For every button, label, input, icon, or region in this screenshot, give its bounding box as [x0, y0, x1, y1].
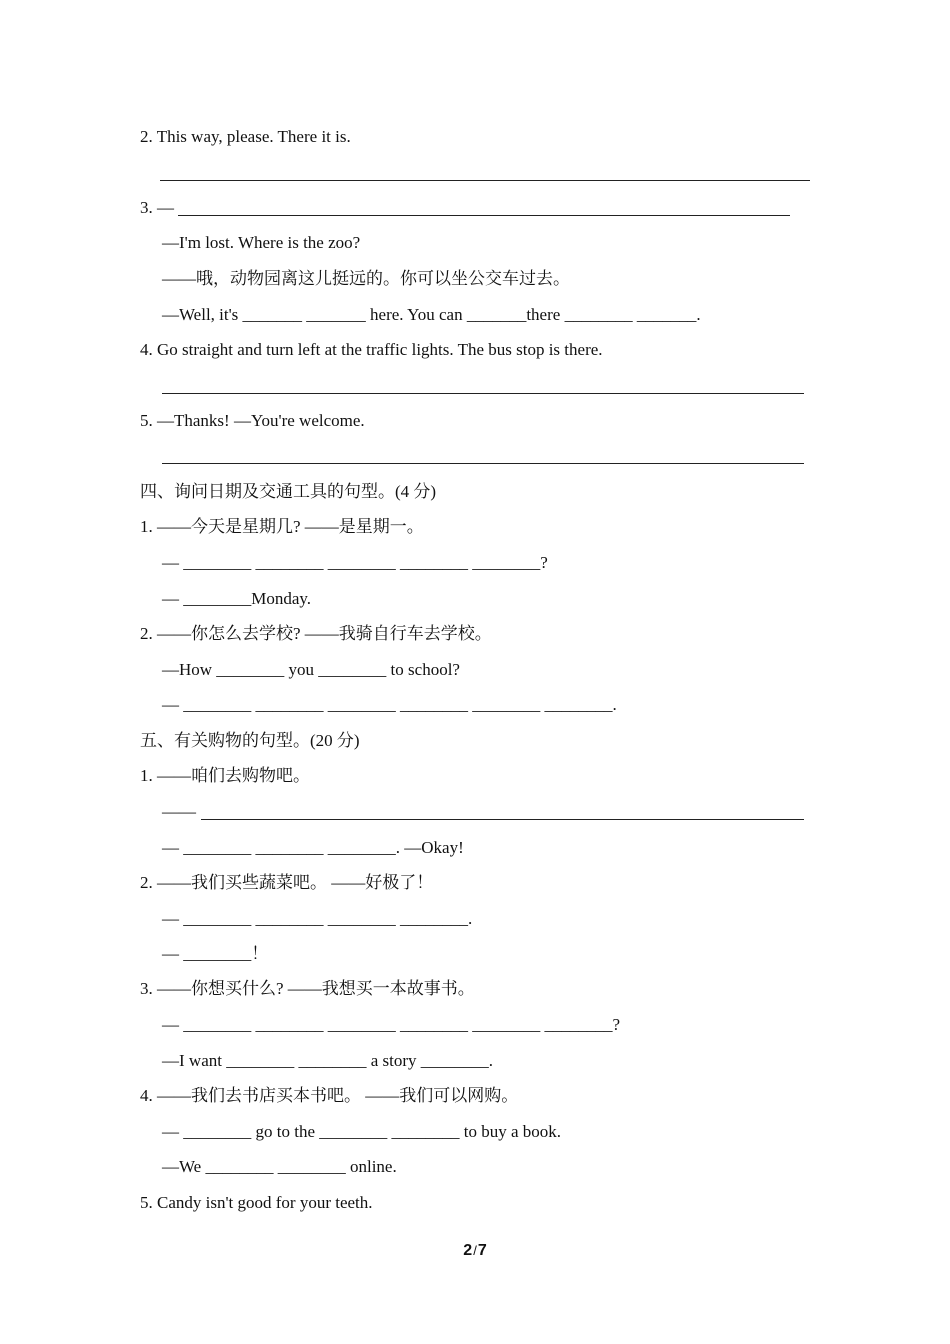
page-total: 7	[477, 1242, 487, 1259]
s5-q1-answer-b[interactable]: — ________ ________ ________. —Okay!	[162, 838, 464, 857]
q4-sentence: 4. Go straight and turn left at the traffic lights. The bus stop is there.	[140, 340, 603, 359]
s5-q4-prompt: 4. ——我们去书店买本书吧。 ——我们可以网购。	[140, 1086, 519, 1105]
page-current: 2	[463, 1242, 473, 1259]
q3-answer-line[interactable]	[178, 215, 790, 216]
q5-answer-line[interactable]	[162, 463, 804, 464]
s4-q1-answer-b[interactable]: — ________Monday.	[162, 589, 312, 608]
q3-line-3[interactable]: —Well, it's _______ _______ here. You can _______there ________ _______.	[162, 305, 701, 324]
q3-line-2: ——哦，动物园离这儿挺远的。你可以坐公交车过去。	[162, 269, 570, 288]
s5-q2-prompt: 2. ——我们买些蔬菜吧。 ——好极了！	[140, 873, 434, 892]
q3-line-1: —I'm lost. Where is the zoo?	[162, 233, 361, 252]
s5-q2-answer-a[interactable]: — ________ ________ ________ ________.	[162, 909, 473, 928]
q2-answer-line[interactable]	[160, 180, 810, 181]
s5-q3-prompt: 3. ——你想买什么? ——我想买一本故事书。	[140, 979, 475, 998]
s5-q4-answer-b[interactable]: —We ________ ________ online.	[162, 1157, 397, 1176]
section-4-heading: 四、询问日期及交通工具的句型。(4 分)	[140, 482, 437, 501]
s4-q1-answer-a[interactable]: — ________ ________ ________ ________ ________?	[162, 553, 548, 572]
s5-q5-prompt: 5. Candy isn't good for your teeth.	[140, 1193, 373, 1212]
q4-answer-line[interactable]	[162, 393, 804, 394]
s4-q2-answer-b[interactable]: — ________ ________ ________ ________ ________ ________.	[162, 695, 617, 714]
s4-q2-prompt: 2. ——你怎么去学校? ——我骑自行车去学校。	[140, 624, 492, 643]
s4-q1-prompt: 1. ——今天是星期几? ——是星期一。	[140, 517, 424, 536]
q2-sentence: 2. This way, please. There it is.	[140, 127, 351, 146]
q3-prompt: 3. —	[140, 198, 174, 217]
s5-q1-answer-line[interactable]	[201, 819, 804, 820]
section-5-heading: 五、有关购物的句型。(20 分)	[140, 731, 360, 750]
s5-q4-answer-a[interactable]: — ________ go to the ________ ________ to buy a book.	[162, 1122, 562, 1141]
s4-q2-answer-a[interactable]: —How ________ you ________ to school?	[162, 660, 460, 679]
s5-q3-answer-a[interactable]: — ________ ________ ________ ________ ________ ________?	[162, 1015, 621, 1034]
s5-q3-answer-b[interactable]: —I want ________ ________ a story ________.	[162, 1051, 494, 1070]
page-separator: /	[473, 1243, 477, 1258]
s5-q1-answer-a-dash: ——	[162, 802, 196, 821]
q5-sentence: 5. —Thanks! —You're welcome.	[140, 411, 365, 430]
s5-q2-answer-b[interactable]: — ________！	[162, 944, 269, 963]
page-number	[0, 1242, 950, 1260]
s5-q1-prompt: 1. ——咱们去购物吧。	[140, 766, 310, 785]
